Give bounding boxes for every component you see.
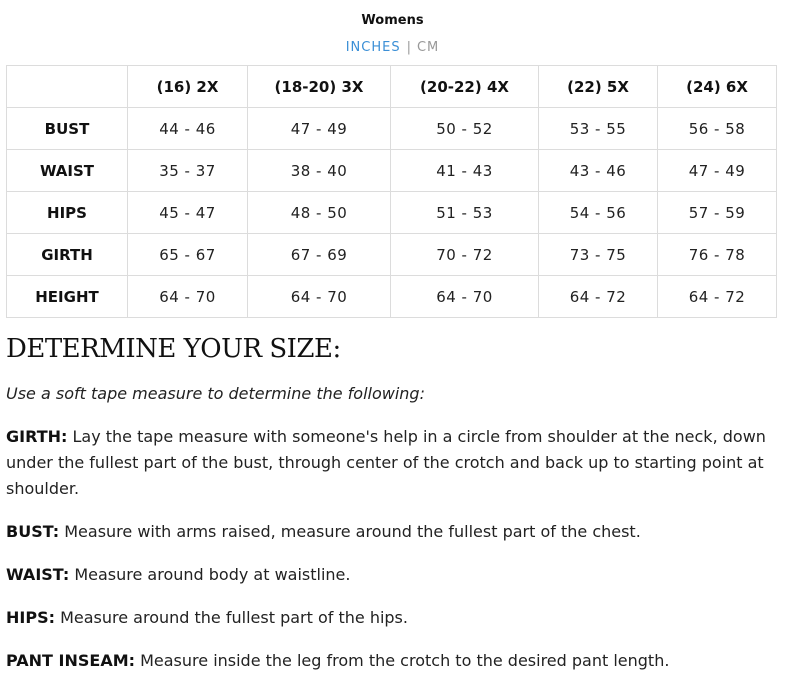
guide-item-hips: [6, 605, 778, 631]
row-label: HIPS: [7, 192, 128, 234]
table-cell: 54 - 56: [539, 192, 658, 234]
table-header-cell: (22) 5X: [539, 66, 658, 108]
table-cell: 41 - 43: [391, 150, 539, 192]
table-header-cell: (20-22) 4X: [391, 66, 539, 108]
table-header-cell: (18-20) 3X: [248, 66, 391, 108]
table-cell: 57 - 59: [658, 192, 777, 234]
guide-item-girth: [6, 424, 778, 502]
unit-separator: |: [406, 40, 411, 55]
guide-item-text: Measure around the fullest part of the hips.: [55, 608, 408, 627]
table-cell: 51 - 53: [391, 192, 539, 234]
guide-item-text: Lay the tape measure with someone's help in a circle from shoulder at the neck, down under the fullest part of the bust, through center of the crotch and back up to starting point at shoulder.: [6, 427, 766, 498]
guide-intro: Use a soft tape measure to determine the following:: [6, 384, 425, 403]
row-label: GIRTH: [7, 234, 128, 276]
inches-tab[interactable]: INCHES: [345, 40, 401, 55]
table-cell: 64 - 70: [128, 276, 248, 318]
table-header-cell: (16) 2X: [128, 66, 248, 108]
row-label: BUST: [7, 108, 128, 150]
table-row: [7, 276, 777, 318]
table-header-cell: [7, 66, 128, 108]
table-cell: 64 - 72: [539, 276, 658, 318]
table-cell: 70 - 72: [391, 234, 539, 276]
guide-item-label: GIRTH:: [6, 427, 68, 446]
table-cell: 76 - 78: [658, 234, 777, 276]
table-header-row: [7, 66, 777, 108]
table-cell: 53 - 55: [539, 108, 658, 150]
table-row: [7, 150, 777, 192]
row-label: WAIST: [7, 150, 128, 192]
table-cell: 38 - 40: [248, 150, 391, 192]
table-header-cell: (24) 6X: [658, 66, 777, 108]
table-cell: 43 - 46: [539, 150, 658, 192]
guide-item-waist: [6, 562, 778, 588]
guide-item-text: Measure inside the leg from the crotch to the desired pant length.: [135, 651, 670, 670]
guide-item-label: WAIST:: [6, 565, 70, 584]
table-cell: 73 - 75: [539, 234, 658, 276]
guide-item-text: Measure with arms raised, measure around the fullest part of the chest.: [59, 522, 641, 541]
size-table: [6, 65, 777, 318]
row-label: HEIGHT: [7, 276, 128, 318]
guide-heading: DETERMINE YOUR SIZE:: [6, 334, 341, 364]
table-cell: 47 - 49: [248, 108, 391, 150]
table-cell: 64 - 72: [658, 276, 777, 318]
guide-item-text: Measure around body at waistline.: [69, 565, 351, 584]
table-cell: 50 - 52: [391, 108, 539, 150]
guide-item-label: BUST:: [6, 522, 60, 541]
table-row: [7, 192, 777, 234]
table-row: [7, 234, 777, 276]
table-cell: 67 - 69: [248, 234, 391, 276]
unit-toggle: [0, 40, 785, 55]
table-cell: 64 - 70: [391, 276, 539, 318]
table-cell: 35 - 37: [128, 150, 248, 192]
chart-title: Womens: [361, 13, 424, 28]
table-cell: 64 - 70: [248, 276, 391, 318]
guide-item-label: HIPS:: [6, 608, 55, 627]
guide-item-label: PANT INSEAM:: [6, 651, 136, 670]
table-row: [7, 108, 777, 150]
table-cell: 47 - 49: [658, 150, 777, 192]
table-cell: 44 - 46: [128, 108, 248, 150]
table-cell: 45 - 47: [128, 192, 248, 234]
guide-item-pant-inseam: [6, 648, 778, 674]
table-cell: 56 - 58: [658, 108, 777, 150]
cm-tab[interactable]: CM: [416, 40, 440, 55]
guide-item-bust: [6, 519, 778, 545]
table-cell: 48 - 50: [248, 192, 391, 234]
table-cell: 65 - 67: [128, 234, 248, 276]
